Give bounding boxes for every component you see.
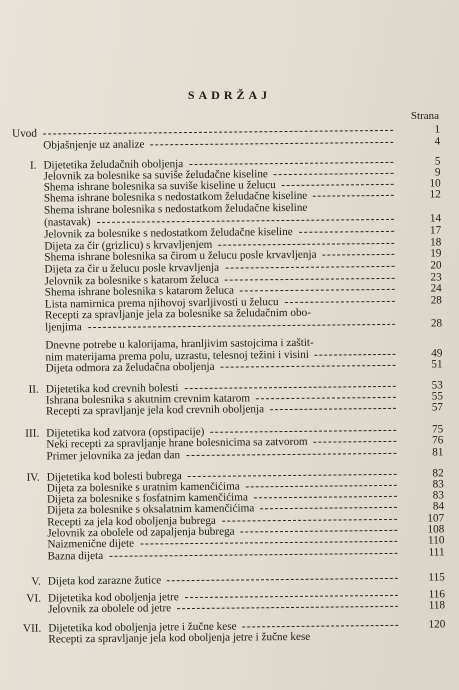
toc-page-number: 53 [431, 379, 443, 392]
toc-entry-title: Neki recepti za spravljanje hrane bolesnicima sa zatvorom [46, 435, 308, 451]
toc-entry-title: Dijeta za bolesnike s uratnim kamenčićima [46, 480, 240, 495]
toc-page-number: 108 [427, 523, 445, 536]
toc-leader-dashes [218, 243, 394, 246]
toc-page-number: 57 [431, 401, 444, 414]
toc-page-number: 19 [430, 247, 442, 260]
toc-page-number: 111 [428, 546, 445, 559]
toc-leader-dashes [270, 408, 396, 410]
toc-leader-dashes [299, 231, 394, 233]
toc-entry-title: Dijeta za čir u želucu posle krvavljenja [44, 261, 220, 276]
toc-page-number: 4 [434, 135, 441, 148]
toc-leader-dashes [188, 474, 397, 477]
toc-page-number: 49 [431, 347, 443, 360]
toc-chapter-number: II. [28, 383, 39, 396]
toc-leader-dashes [110, 553, 398, 557]
toc-page-number: 24 [430, 282, 442, 295]
toc-leader-dashes [242, 625, 398, 628]
toc-page-number: 5 [434, 155, 441, 168]
toc-leader-dashes [225, 278, 395, 281]
toc-leader-dashes [282, 184, 394, 186]
toc-page-number: 81 [432, 446, 444, 459]
toc-entry-title: Dijeta kod zarazne žutice [47, 574, 162, 588]
toc-leader-dashes [260, 507, 397, 509]
toc-leader-dashes [185, 386, 396, 389]
toc-chapter-number: I. [29, 159, 37, 172]
toc-leader-dashes [222, 519, 397, 522]
toc-chapter-number: IV. [26, 471, 40, 484]
toc-entry-title: Dijeta za bolesnike s oksalatnim kamenčićima [46, 502, 255, 517]
toc-page-number: 107 [427, 512, 445, 525]
toc-entry-title: Shema ishrane bolesnika s nedostatkom želudačne kiseline [43, 201, 308, 217]
toc-page-number: 82 [432, 467, 444, 480]
toc-entry-title: Primer jelovnika za jedan dan [46, 449, 181, 463]
toc-page-number: 55 [431, 390, 443, 403]
toc-entry-title: Jelovnik za bolesnike sa suviše želudačne kiseline [43, 168, 268, 183]
toc-entry-title: Naizmenične dijete [47, 537, 135, 551]
toc-entry-title: Recepti za spravljanje jela kod crevnih oboljenja [45, 403, 265, 418]
toc-entry-title: Jelovnik za bolesnike s katarom želuca [44, 273, 219, 288]
toc-leader-dashes [322, 254, 394, 256]
toc-entry-title: Shema ishrane bolesnika s nedostatkom želudačne kiseline [43, 189, 308, 205]
toc-leader-dashes [313, 195, 394, 197]
toc-page-number: 14 [429, 212, 442, 225]
toc-page-number: 28 [430, 317, 443, 330]
toc-entry-title: Bazna dijeta [47, 549, 104, 563]
toc-leader-dashes [274, 173, 394, 175]
toc-leader-dashes [313, 441, 396, 443]
toc-entry-title: Dijeta za bolesnike s fosfatnim kamenčićima [46, 491, 248, 506]
toc-chapter-number: VI. [26, 592, 42, 605]
toc-entry-title: Dijetetika kod bolesti bubrega [46, 470, 182, 484]
toc-entry-title: Objašnjenje uz analize [43, 138, 145, 152]
toc-page-number: 116 [428, 588, 446, 601]
toc-leader-dashes [226, 266, 395, 269]
toc-entry-title: Jelovnik za obolele od zapaljenja bubrega [47, 525, 235, 540]
toc-page-number: 28 [430, 294, 442, 307]
toc-leader-dashes [256, 397, 396, 399]
toc-entry-title: Shema ishrane bolesnika s katarom želuca [44, 284, 235, 299]
toc-entry-title: Jelovnik za bolesnike s nedostatkom želudačne kiseline [44, 225, 293, 241]
toc-leader-dashes [189, 162, 393, 165]
toc-page-number: 51 [431, 358, 443, 371]
toc-page-number: 75 [431, 423, 444, 436]
toc-page-number: 17 [429, 224, 442, 237]
toc-leader-dashes [285, 301, 395, 303]
toc-leader-dashes [43, 130, 393, 135]
toc-page-number: 84 [432, 500, 445, 513]
toc-entry-title: (nastavak) [43, 216, 91, 229]
toc-chapter-number: V. [31, 575, 41, 588]
toc-chapter-number: III. [25, 427, 40, 440]
bleed-through-text [39, 0, 421, 123]
toc-page-number: 1 [434, 123, 441, 136]
toc-entry-title: Dijetetika kod oboljenja jetre i žučne kese [48, 620, 237, 635]
toc-page-number: 12 [429, 188, 441, 201]
toc-row [5, 571, 459, 588]
toc-leader-dashes [185, 595, 398, 598]
page-title: SADRŽAJ [187, 88, 272, 102]
toc-entry-title: Dijetetika želudačnih oboljenja [43, 158, 184, 172]
toc-entry-title: ljenjima [45, 321, 82, 334]
toc-entry-title: nim materijama prema polu, uzrastu, telesnoj težini i visini [45, 348, 309, 364]
toc-page-number: 83 [432, 489, 444, 502]
toc-page-number: 10 [429, 177, 441, 190]
toc-leader-dashes [221, 365, 396, 368]
toc-entry-title: Dnevne potrebe u kalorijama, hranljivim sastojcima i zaštit- [45, 336, 314, 352]
toc-leader-dashes [240, 289, 395, 292]
toc-leader-dashes [246, 485, 397, 488]
page-column-label: Strana [410, 110, 439, 122]
toc-page-number: 110 [427, 534, 445, 547]
toc-entry-title: Shema ishrane bolesnika sa suviše kiseline u želucu [43, 179, 276, 194]
toc-entry-title: Recepti za jela kod oboljenja bubrega [47, 514, 216, 529]
toc-leader-dashes [140, 541, 397, 545]
toc-entry-title: Recepti za spravljanje jela za bolesnike sa želudačnim obo- [44, 306, 311, 322]
toc-page-number: 115 [428, 571, 445, 584]
toc-leader-dashes [97, 219, 394, 223]
toc-entry-title: Dijetetika kod zatvora (opstipacije) [46, 425, 205, 440]
toc-leader-dashes [150, 142, 393, 146]
toc-leader-dashes [210, 430, 396, 433]
toc-page-number: 76 [432, 434, 444, 447]
toc-entry-title: Dijeta za čir (grizlicu) s krvavljenjem [44, 238, 213, 253]
toc-entry-title: Uvod [12, 127, 38, 140]
toc-entry-title: Dijetetika kod crevnih bolesti [45, 382, 179, 396]
toc-entry-title: Dijetetika kod oboljenja jetre [47, 591, 179, 605]
toc-entry-title: Ishrana bolesnika s akutnim crevnim katarom [45, 392, 251, 407]
toc-page-number: 83 [432, 478, 444, 491]
toc-page-number: 120 [428, 618, 446, 631]
toc-leader-dashes [314, 354, 395, 356]
toc-page-number: 20 [430, 259, 442, 272]
toc-entry-title: Jelovnik za obolele od jetre [48, 602, 172, 616]
toc-leader-dashes [177, 606, 398, 609]
toc-entry-title: Recepti za spravljanje jela kod oboljenja jetre i žučne kese [48, 630, 311, 646]
toc-leader-dashes [254, 496, 397, 498]
toc-leader-dashes [167, 578, 398, 581]
toc-entry-title: Lista namirnica prema njihovoj svarljivosti u želucu [44, 296, 279, 311]
toc-page-number: 18 [430, 236, 442, 249]
toc-entry-title: Dijeta odmora za želudačna oboljenja [45, 360, 215, 375]
toc-leader-dashes [88, 324, 395, 328]
toc-leader-dashes [240, 530, 397, 533]
toc-leader-dashes [186, 453, 396, 456]
toc-page-number: 23 [430, 271, 442, 284]
toc-entry-title: Shema ishrane bolesnika sa čirom u želucu posle krvavljenja [44, 248, 317, 264]
toc-page-number: 118 [428, 599, 446, 612]
toc-page-number: 9 [434, 166, 441, 179]
toc-chapter-number: VII. [22, 622, 42, 635]
